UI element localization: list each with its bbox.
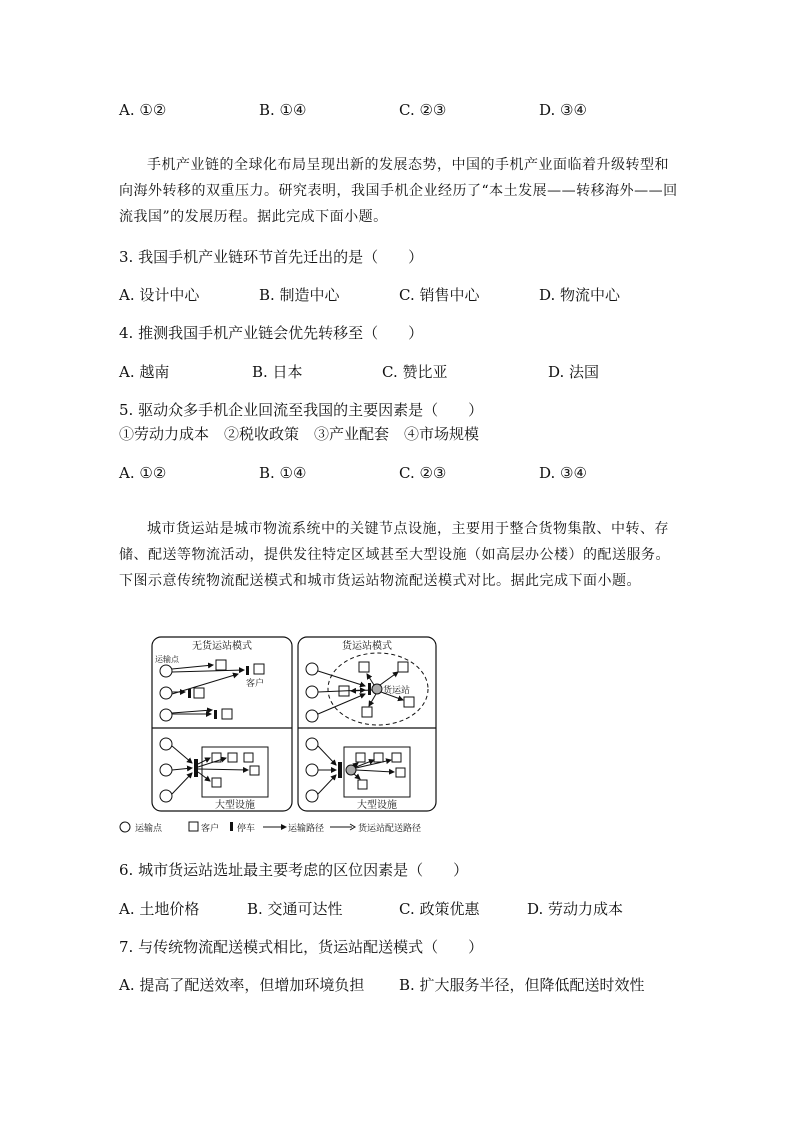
parking-mark xyxy=(246,666,249,675)
origin-point xyxy=(306,710,318,722)
parking-mark xyxy=(214,710,217,719)
customer-box xyxy=(250,766,259,775)
parking-mark xyxy=(194,759,198,777)
customer-box xyxy=(362,707,372,717)
origin-point xyxy=(306,764,318,776)
parking-mark xyxy=(188,689,191,698)
customer-box xyxy=(396,768,405,777)
customer-label: 客户 xyxy=(246,679,265,689)
origin-point xyxy=(306,738,318,750)
q6-option-b: B. 交通可达性 xyxy=(247,900,343,918)
logistics-mode-figure xyxy=(118,634,468,838)
origin-point xyxy=(160,665,172,677)
facility-label: 大型设施 xyxy=(215,800,255,811)
customer-box xyxy=(359,662,369,672)
q3-option-c: C. 销售中心 xyxy=(399,286,480,304)
customer-box xyxy=(404,697,414,707)
q5-option-a: A. ①② xyxy=(119,464,167,482)
q5-option-b: B. ①④ xyxy=(259,464,307,482)
customer-box xyxy=(398,662,408,672)
station-label: 货运站 xyxy=(383,686,411,696)
q2-option-d: D. ③④ xyxy=(539,101,587,119)
q5-factors: ①劳动力成本 ②税收政策 ③产业配套 ④市场规模 xyxy=(119,425,480,443)
freight-station-node xyxy=(372,684,382,694)
parking-mark xyxy=(338,762,342,778)
origin-point xyxy=(306,790,318,802)
q4-stem: 4. 推测我国手机产业链会优先转移至（ ） xyxy=(119,324,424,342)
figure-legend xyxy=(120,822,421,834)
legend-parking: 停车 xyxy=(237,824,256,834)
q3-stem: 3. 我国手机产业链环节首先迁出的是（ ） xyxy=(119,248,424,266)
q7-stem: 7. 与传统物流配送模式相比，货运站配送模式（ ） xyxy=(119,938,484,956)
customer-box xyxy=(222,709,232,719)
origin-point xyxy=(160,687,172,699)
passage-phone-industry xyxy=(119,152,679,230)
q7-option-b: B. 扩大服务半径，但降低配送时效性 xyxy=(399,976,645,994)
q4-option-b: B. 日本 xyxy=(252,363,303,381)
panel-no-station-title: 无货运站模式 xyxy=(192,641,252,652)
q6-option-a: A. 土地价格 xyxy=(119,900,200,918)
q6-stem: 6. 城市货运站选址最主要考虑的区位因素是（ ） xyxy=(119,861,469,879)
legend-parking-symbol xyxy=(230,822,233,831)
customer-box xyxy=(244,753,253,762)
passage-phone-industry-text: 手机产业链的全球化布局呈现出新的发展态势，中国的手机产业面临着升级转型和向海外转移的双重压力。研究表明，我国手机企业经历了“本土发展——转移海外——回流我国”的发展历程。据此完成下面小题。 xyxy=(119,157,678,225)
q4-option-d: D. 法国 xyxy=(548,363,600,381)
panel-with-station-title: 货运站模式 xyxy=(342,641,392,652)
legend-origin: 运输点 xyxy=(135,824,163,834)
customer-box xyxy=(216,660,226,670)
customer-box xyxy=(228,753,237,762)
customer-box xyxy=(254,664,264,674)
q5-option-d: D. ③④ xyxy=(539,464,587,482)
customer-box xyxy=(358,780,367,789)
q2-option-c: C. ②③ xyxy=(399,101,447,119)
origin-label: 运输点 xyxy=(155,655,179,664)
q3-option-b: B. 制造中心 xyxy=(259,286,340,304)
q4-option-c: C. 赞比亚 xyxy=(382,363,448,381)
q3-option-a: A. 设计中心 xyxy=(119,286,200,304)
origin-point xyxy=(160,764,172,776)
freight-station-node xyxy=(346,765,356,775)
legend-customer-symbol xyxy=(189,822,198,831)
facility-label: 大型设施 xyxy=(357,800,397,811)
legend-origin-symbol xyxy=(120,822,130,832)
q7-option-a: A. 提高了配送效率，但增加环境负担 xyxy=(119,976,365,994)
customer-box xyxy=(356,753,365,762)
customer-box xyxy=(392,753,401,762)
q6-option-d: D. 劳动力成本 xyxy=(527,900,624,918)
origin-point xyxy=(306,686,318,698)
legend-transport-route: 运输路径 xyxy=(288,824,325,834)
customer-box xyxy=(194,688,204,698)
origin-point xyxy=(160,738,172,750)
passage-freight-station-text: 城市货运站是城市物流系统中的关键节点设施，主要用于整合货物集散、中转、存储、配送等物流活动，提供发往特定区域甚至大型设施（如高层办公楼）的配送服务。下图示意传统物流配送模式和城市货运站物流配送模式对比。据此完成下面小题。 xyxy=(119,521,670,589)
q2-option-b: B. ①④ xyxy=(259,101,307,119)
legend-station-route: 货运站配送路径 xyxy=(358,824,422,834)
customer-box xyxy=(374,753,383,762)
origin-point xyxy=(160,790,172,802)
passage-freight-station xyxy=(119,516,679,594)
origin-point xyxy=(160,709,172,721)
legend-customer: 客户 xyxy=(201,824,220,834)
q6-option-c: C. 政策优惠 xyxy=(399,900,480,918)
q3-option-d: D. 物流中心 xyxy=(539,286,621,304)
q2-option-a: A. ①② xyxy=(119,101,167,119)
q4-option-a: A. 越南 xyxy=(119,363,170,381)
customer-box xyxy=(212,778,221,787)
q5-stem: 5. 驱动众多手机企业回流至我国的主要因素是（ ） xyxy=(119,401,484,419)
origin-point xyxy=(306,663,318,675)
q5-option-c: C. ②③ xyxy=(399,464,447,482)
parking-mark xyxy=(368,683,371,695)
